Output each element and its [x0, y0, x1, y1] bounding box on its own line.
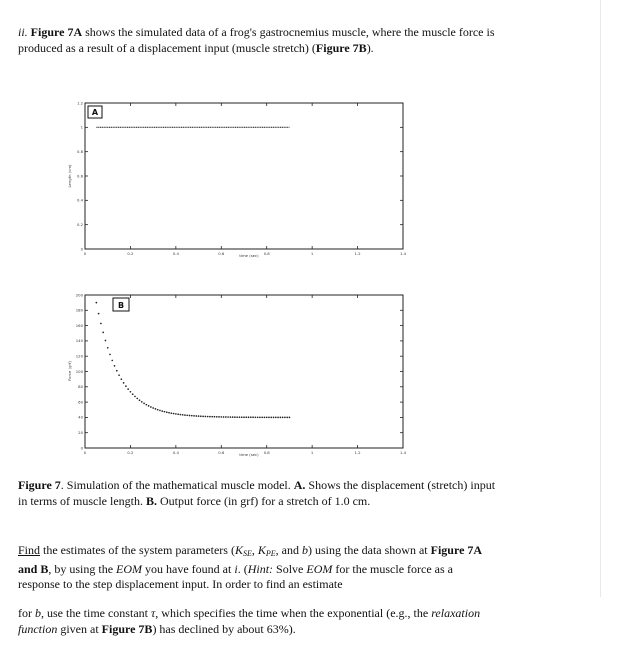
panel-a	[67, 100, 407, 258]
x-tick-label: 1	[310, 251, 314, 256]
text-run: b	[301, 543, 308, 557]
text-run: , and	[275, 543, 302, 557]
question-paragraph	[18, 543, 496, 593]
text-run: K	[234, 543, 243, 557]
force-data-point	[177, 413, 179, 415]
force-data-point	[223, 416, 225, 418]
page-edge-line	[600, 0, 601, 597]
text-run: , use the time constant	[41, 606, 151, 620]
text-run: , which specifies the time when the exponential (e.g., the	[155, 606, 432, 620]
force-data-point	[209, 416, 211, 418]
force-data-point	[136, 398, 138, 400]
x-axis-label: time (sec)	[239, 253, 259, 258]
force-data-point	[230, 416, 232, 418]
force-data-point	[245, 416, 247, 418]
text-run: EOM	[306, 561, 333, 576]
text-run: Shows the displacement (stretch) input in terms of muscle length.	[18, 478, 496, 508]
text-run: Figure 7	[18, 478, 61, 492]
y-tick-label: 0.2	[76, 221, 83, 227]
force-data-point	[141, 401, 143, 403]
text-run: Figure 7B	[315, 40, 367, 55]
force-data-point	[200, 415, 202, 417]
force-data-point	[255, 416, 257, 418]
text-run: for	[18, 606, 35, 620]
y-tick-label: 60	[78, 399, 83, 405]
y-tick-label: 0	[80, 246, 83, 252]
force-data-point	[100, 323, 102, 325]
force-data-point	[130, 391, 132, 393]
force-data-point	[159, 410, 161, 412]
x-tick-label: 0.4	[172, 251, 179, 256]
text-run: the estimates of the system parameters (	[40, 543, 235, 557]
question-paragraph-continued	[18, 606, 496, 637]
force-data-point	[205, 416, 207, 418]
force-data-point	[236, 416, 238, 418]
force-data-point	[227, 416, 229, 418]
force-data-point	[164, 411, 166, 413]
force-data-point	[175, 413, 177, 415]
text-run: you have found at	[142, 561, 235, 576]
force-data-point	[120, 378, 122, 380]
force-data-point	[114, 365, 116, 367]
text-run: Figure 7A	[27, 25, 83, 39]
x-tick-label: 0.8	[263, 251, 270, 256]
force-data-point	[252, 416, 254, 418]
force-data-point	[202, 416, 204, 418]
force-data-point	[207, 416, 209, 418]
force-data-point	[277, 417, 279, 419]
x-tick-label: 1.2	[354, 251, 361, 256]
force-data-point	[270, 416, 272, 418]
text-run: , by using the	[48, 561, 117, 576]
text-run: Figure 7A and B	[18, 543, 482, 576]
text-run: τ	[150, 606, 156, 620]
text-run: b	[35, 606, 41, 620]
x-tick-label: 0	[83, 251, 87, 256]
text-run: A.	[293, 478, 306, 492]
y-tick-label: 140	[75, 338, 83, 344]
force-data-point	[155, 408, 157, 410]
force-data-point	[264, 416, 266, 418]
x-tick-label: 0.6	[218, 251, 225, 256]
text-run: . Simulation of the mathematical muscle model.	[60, 478, 294, 492]
force-data-point	[102, 332, 104, 334]
force-data-point	[195, 415, 197, 417]
force-data-point	[243, 416, 245, 418]
force-data-point	[216, 416, 218, 418]
text-run: given at	[57, 621, 102, 636]
force-data-point	[143, 402, 145, 404]
x-tick-label: 0.8	[263, 450, 270, 455]
force-data-point	[161, 410, 163, 412]
force-data-point	[125, 385, 127, 387]
text-run: . (	[237, 561, 248, 576]
x-axis-label: time (sec)	[239, 452, 259, 457]
force-data-point	[234, 416, 236, 418]
plot-frame	[85, 103, 403, 249]
text-run: ).	[366, 40, 374, 55]
force-data-point	[268, 416, 270, 418]
text-run: ) has declined by about 63%).	[152, 621, 296, 636]
force-data-point	[193, 415, 195, 417]
force-data-point	[166, 411, 168, 413]
force-data-point	[145, 404, 147, 406]
text-run: B.	[145, 493, 157, 508]
text-run: for the muscle force as a response to the step displacement input. In order to find an estimate	[18, 561, 453, 591]
x-tick-label: 0.6	[218, 450, 225, 455]
force-data-point	[289, 417, 291, 419]
force-data-point	[284, 417, 286, 419]
force-data-point	[150, 406, 152, 408]
x-tick-label: 0	[83, 450, 87, 455]
force-data-point	[139, 399, 141, 401]
text-run: Output force (in grf) for a stretch of 1.0 cm.	[157, 493, 371, 508]
force-data-point	[184, 414, 186, 416]
text-run: PE	[265, 549, 276, 558]
x-tick-label: 0.2	[127, 251, 134, 256]
y-tick-label: 1.2	[76, 100, 83, 106]
x-tick-label: 1.4	[399, 251, 407, 256]
text-run: Solve	[273, 561, 307, 576]
panel-b	[67, 292, 407, 457]
force-data-point	[107, 347, 109, 349]
y-tick-label: 20	[78, 430, 83, 435]
text-run: EOM	[116, 561, 143, 576]
force-data-point	[191, 415, 193, 417]
text-run: Hint:	[247, 561, 274, 576]
force-data-point	[250, 416, 252, 418]
x-tick-label: 1.2	[354, 450, 361, 455]
force-data-point	[132, 393, 134, 395]
force-data-point	[261, 416, 263, 418]
force-data-point	[211, 416, 213, 418]
force-data-point	[157, 409, 159, 411]
force-data-point	[286, 417, 288, 419]
text-run: i	[234, 561, 238, 576]
force-data-point	[134, 396, 136, 398]
panel-label: B	[117, 301, 125, 310]
force-data-point	[189, 415, 191, 417]
force-data-point	[152, 407, 154, 409]
plot-frame	[85, 295, 403, 448]
y-tick-label: 120	[75, 353, 83, 359]
y-tick-label: 1	[80, 124, 83, 130]
y-tick-label: 200	[75, 292, 83, 298]
force-data-point	[218, 416, 220, 418]
text-run: SE	[242, 549, 252, 558]
force-data-point	[109, 354, 111, 356]
force-data-point	[282, 417, 284, 419]
y-tick-label: 0.4	[76, 197, 83, 203]
force-data-point	[257, 416, 259, 418]
force-data-point	[239, 416, 241, 418]
text-run: ) using the data shown at	[307, 543, 431, 557]
force-data-point	[225, 416, 227, 418]
x-tick-label: 0.4	[172, 450, 179, 455]
force-data-point	[220, 416, 222, 418]
force-data-point	[180, 414, 182, 416]
force-data-point	[275, 417, 277, 419]
y-tick-label: 160	[75, 322, 83, 328]
y-tick-label: 0.6	[76, 173, 83, 179]
force-data-point	[168, 412, 170, 414]
force-data-point	[123, 382, 125, 384]
force-data-point	[232, 416, 234, 418]
force-data-point	[259, 416, 261, 418]
y-axis-label: Length (cm)	[67, 164, 72, 188]
y-tick-label: 80	[78, 384, 83, 390]
force-data-point	[173, 413, 175, 415]
text-run: ii.	[18, 25, 28, 39]
force-data-point	[198, 415, 200, 417]
force-data-point	[118, 374, 120, 376]
force-data-point	[96, 302, 98, 304]
text-run: Find	[18, 543, 41, 557]
x-tick-label: 0.2	[127, 450, 134, 455]
y-tick-label: 40	[78, 414, 83, 420]
force-data-point	[98, 313, 100, 315]
force-data-point	[279, 417, 281, 419]
text-run: K	[257, 543, 266, 557]
force-data-point	[116, 370, 118, 372]
force-data-point	[266, 416, 268, 418]
y-tick-label: 0.8	[76, 148, 83, 154]
force-data-point	[248, 416, 250, 418]
force-data-point	[273, 417, 275, 419]
force-data-point	[186, 414, 188, 416]
figure-caption	[18, 478, 496, 509]
y-tick-label: 0	[80, 445, 83, 451]
text-run: ,	[251, 543, 258, 557]
force-data-point	[148, 405, 150, 407]
y-tick-label: 180	[75, 307, 83, 313]
force-data-point	[105, 340, 107, 342]
force-data-point	[127, 388, 129, 390]
force-data-point	[214, 416, 216, 418]
text-run: Figure 7B	[101, 621, 153, 636]
text-run: relaxation function	[18, 606, 481, 636]
x-tick-label: 1	[310, 450, 314, 455]
panel-label: A	[91, 108, 99, 117]
y-tick-label: 100	[75, 368, 83, 374]
force-data-point	[241, 416, 243, 418]
force-data-point	[111, 360, 113, 362]
force-data-point	[182, 414, 184, 416]
force-data-point	[170, 412, 172, 414]
text-run: shows the simulated data of a frog's gastrocnemius muscle, where the muscle force is produced as a result of a displacement input (muscle stretch) (	[18, 25, 495, 55]
y-axis-label: Force (grf)	[67, 361, 72, 381]
x-tick-label: 1.4	[399, 450, 407, 455]
